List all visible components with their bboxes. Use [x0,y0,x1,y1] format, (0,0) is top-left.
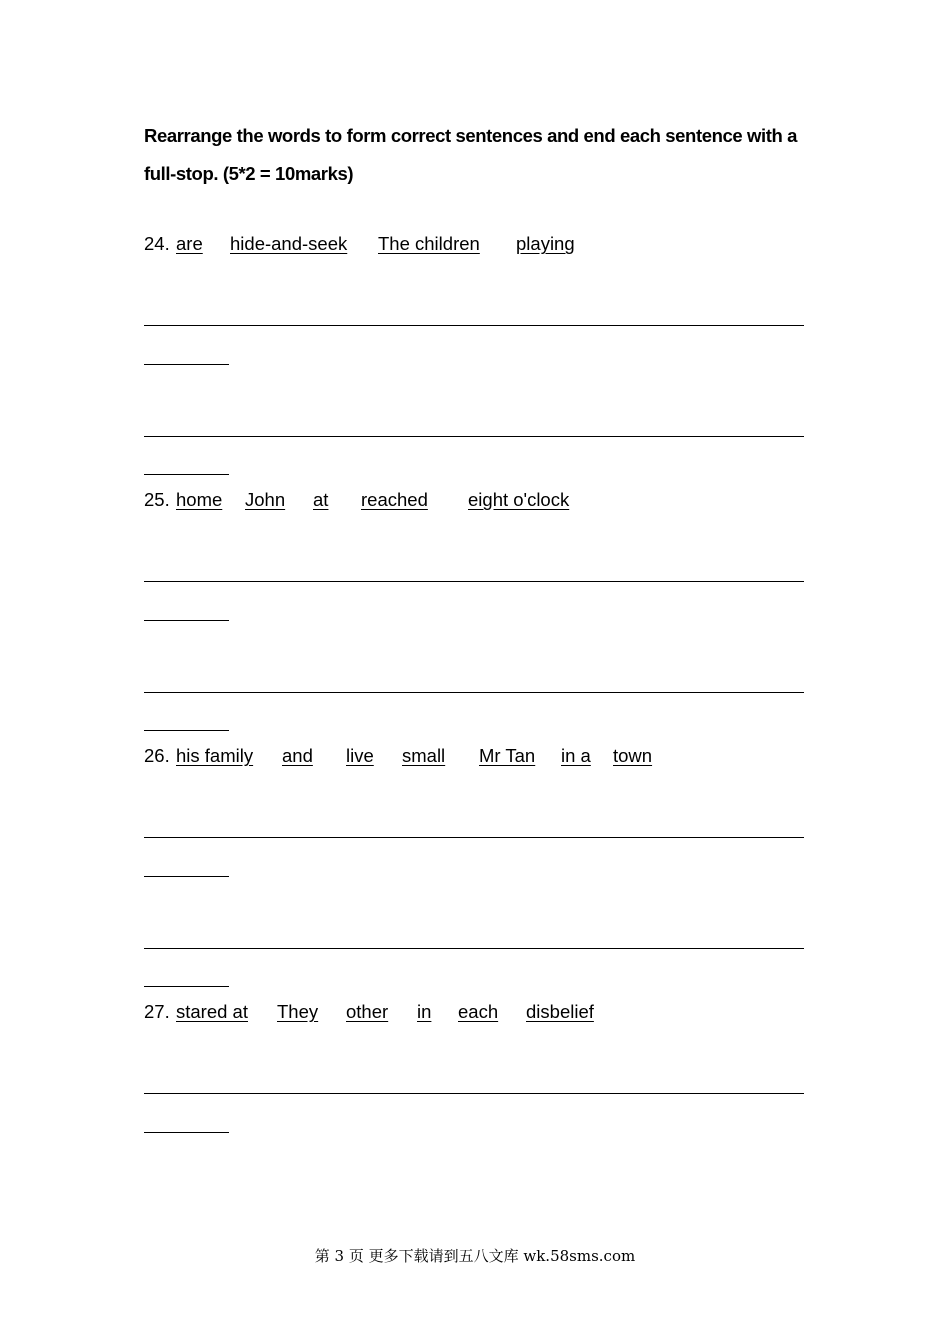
answer-line-continuation[interactable] [144,986,229,987]
answer-line-continuation[interactable] [144,620,229,621]
word-chip: other [346,1001,389,1022]
word-chip: small [402,745,446,766]
word-chip: live [346,745,374,766]
answer-line[interactable] [144,692,804,693]
answer-line[interactable] [144,1093,804,1094]
word-chip: They [277,1001,319,1022]
word-chip: in [417,1001,432,1022]
word-chip: town [613,745,653,766]
word-chip: at [313,489,329,510]
instructions-line-1: Rearrange the words to form correct sentences and end each sentence with a [144,125,798,146]
word-chip: in a [561,745,591,766]
word-chip: his family [176,745,254,766]
question-number: 24. [144,233,170,254]
answer-line-continuation[interactable] [144,364,229,365]
answer-line[interactable] [144,436,804,437]
answer-line[interactable] [144,948,804,949]
word-chip: Mr Tan [479,745,536,766]
answer-line-continuation[interactable] [144,1132,229,1133]
answer-line[interactable] [144,581,804,582]
question-number: 27. [144,1001,170,1022]
word-chip: playing [516,233,575,254]
answer-line[interactable] [144,837,804,838]
word-chip: each [458,1001,499,1022]
word-chip: disbelief [526,1001,594,1022]
word-chip: hide-and-seek [230,233,348,254]
word-chip: are [176,233,203,254]
word-chip: stared at [176,1001,248,1022]
answer-line-continuation[interactable] [144,474,229,475]
instructions-line-2: full-stop. (5*2 = 10marks) [144,163,354,184]
answer-line-continuation[interactable] [144,876,229,877]
word-chip: home [176,489,223,510]
answer-line[interactable] [144,325,804,326]
question-number: 26. [144,745,170,766]
word-chip: John [245,489,286,510]
word-chip: The children [378,233,480,254]
word-chip: eight o'clock [468,489,570,510]
answer-line-continuation[interactable] [144,730,229,731]
question-number: 25. [144,489,170,510]
word-chip: reached [361,489,428,510]
page-footer: 第 3 页 更多下载请到五八文库 wk.58sms.com [314,1247,636,1265]
word-chip: and [282,745,313,766]
